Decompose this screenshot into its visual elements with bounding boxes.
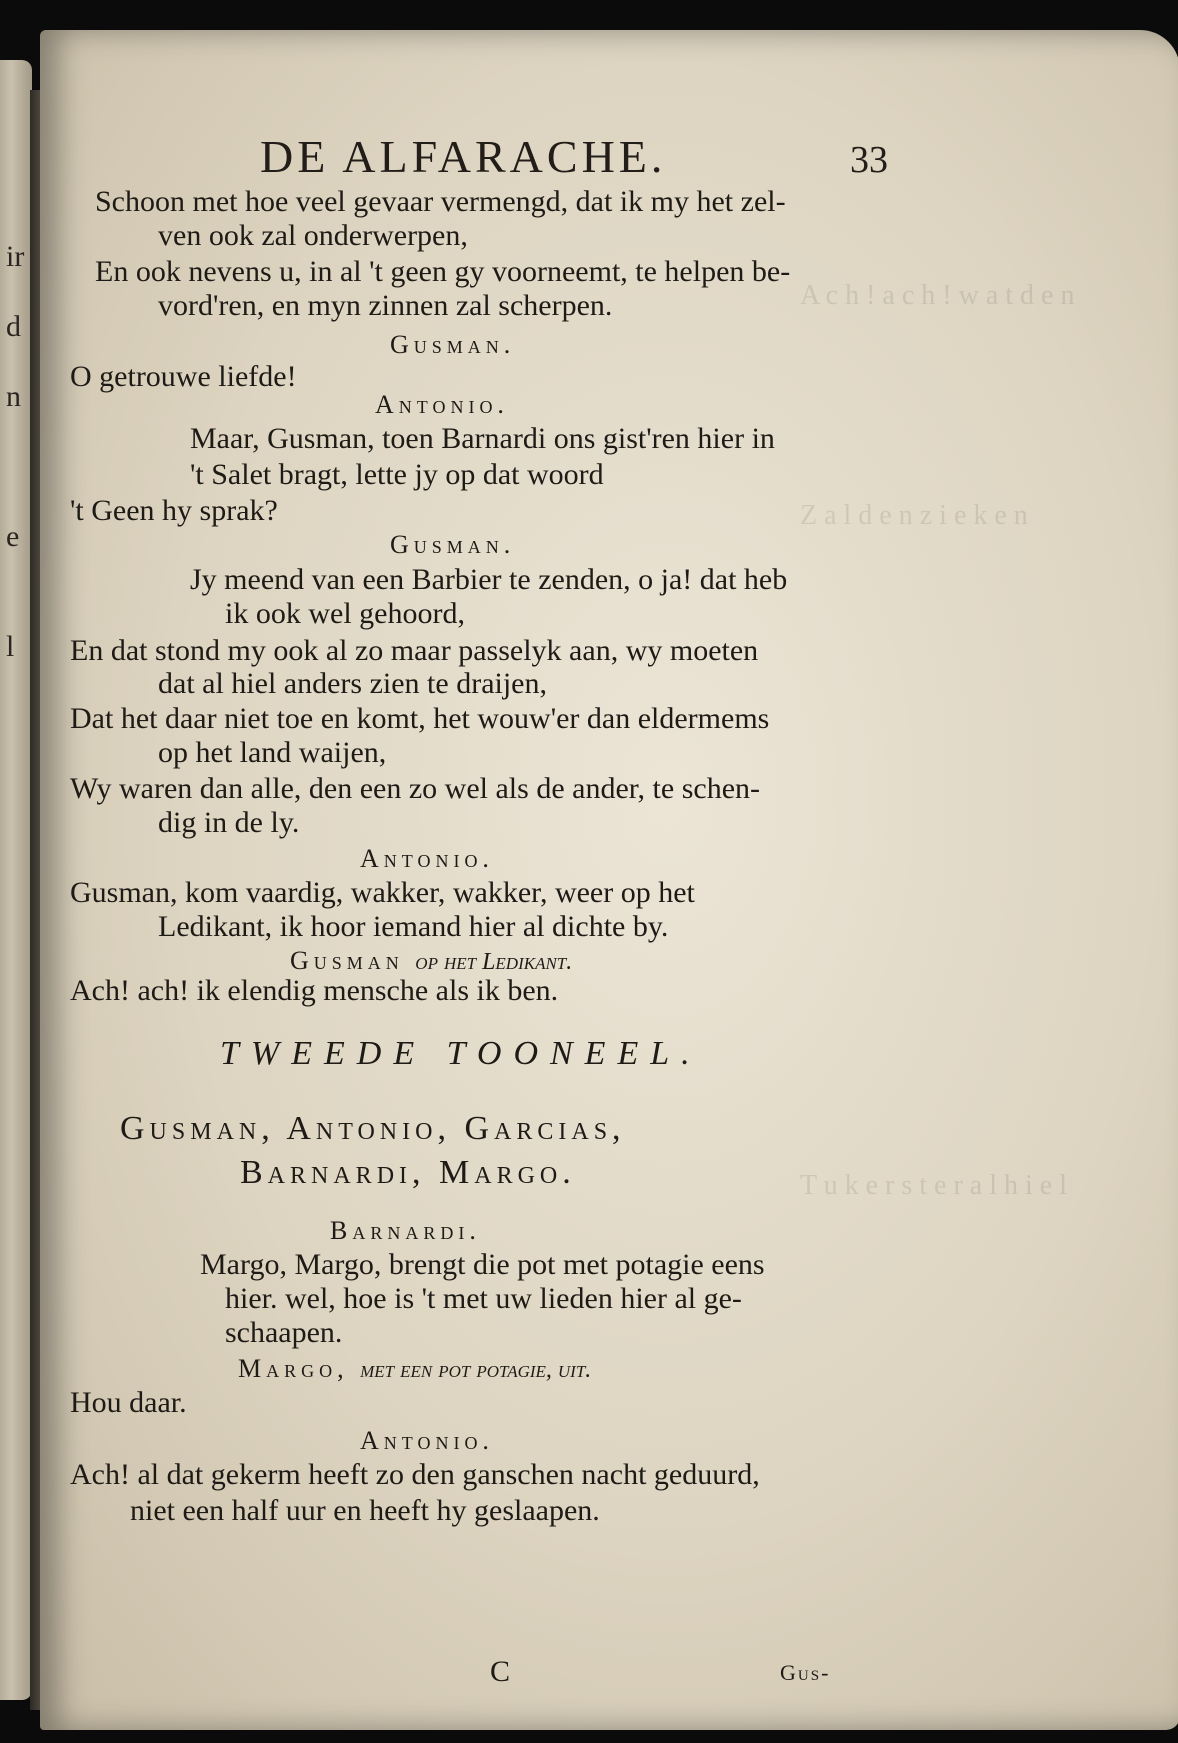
left-page-fragment: n (6, 380, 21, 413)
scene-cast: Barnardi, Margo. (240, 1154, 576, 1191)
left-page-fragment: l (6, 630, 15, 663)
verse-line: Dat het daar niet toe en komt, het wouw'er dan eldermems (70, 702, 770, 735)
speaker-name: Antonio. (375, 390, 509, 419)
running-title: DE ALFARACHE. (260, 131, 667, 182)
direction-text: op het Ledikant. (415, 949, 573, 975)
verse-line: ik ook wel gehoord, (225, 597, 465, 630)
verse-line: schaapen. (225, 1316, 343, 1349)
page-content (60, 30, 1140, 1730)
catchword: Gus- (780, 1660, 831, 1685)
left-page-fragment: e (6, 520, 20, 553)
signature-mark: C (490, 1655, 511, 1688)
verse-line: dig in de ly. (158, 806, 300, 839)
scene-title: TWEEDE TOONEEL. (220, 1035, 702, 1072)
verse-line: vord'ren, en myn zinnen zal scherpen. (158, 289, 613, 322)
verse-line: En ook nevens u, in al 't geen gy voorneemt, te helpen be- (95, 255, 791, 288)
verse-line: Ach! ach! ik elendig mensche als ik ben. (70, 974, 559, 1007)
stage-direction (290, 946, 572, 976)
verse-line: Schoon met hoe veel gevaar vermengd, dat ik my het zel- (95, 185, 786, 218)
verse-line: 't Salet bragt, lette jy op dat woord (190, 458, 604, 491)
verse-line: 't Geen hy sprak? (70, 494, 278, 527)
speaker-name: Gusman. (390, 530, 516, 559)
speaker-name: Gusman. (390, 330, 516, 359)
speaker-name: Antonio. (360, 844, 494, 873)
speaker-name: Antonio. (360, 1426, 494, 1455)
scene-cast: Gusman, Antonio, Garcias, (120, 1110, 626, 1147)
verse-line: En dat stond my ook al zo maar passelyk aan, wy moeten (70, 634, 759, 667)
verse-line: ven ook zal onderwerpen, (158, 219, 468, 252)
speaker-name: Margo, (238, 1354, 349, 1383)
verse-line: Jy meend van een Barbier te zenden, o ja! dat heb (190, 563, 788, 596)
speaker-name: Gusman (290, 946, 404, 975)
direction-text: met een pot potagie, uit. (360, 1357, 592, 1383)
book-page: A c h ! a c h ! w a t d e n Z a l d e n z i e k e n T u k e r s t e r a l h i e l DE ALFARACHE. 33 Schoon met hoe veel gevaar vermengd, dat ik my het zel- ven ook zal onderwerpen, En ook nevens u, in al 't geen gy voorneemt, te helpen be- vord'ren, en myn zinnen zal scherpen. Gusman. O getrouwe liefde! Antonio. Maar, Gusman, toen Barnardi ons gist'ren hier in 't Salet bragt, lette jy op dat woord 't Geen hy sprak? Gusman. Jy meend van een Barbier te zenden, o ja! dat heb ik ook wel gehoord, En dat stond my ook al zo maar passelyk aan, wy moeten dat al hiel anders zien te draijen, Dat het daar niet toe en komt, het wouw'er dan eldermems op het land waijen, Wy waren dan alle, den een zo wel als de ander, te schen- dig in de ly. Antonio. Gusman, kom vaardig, wakker, wakker, weer op het Ledikant, ik hoor iemand hier al dichte by. Gusman op het Ledikant. Ach! ach! ik elendig mensche als ik ben. TWEEDE TOONEEL. Gusman, Antonio, Garcias, Barnardi, Margo. Barnardi. Margo, Margo, brengt die pot met potagie eens hier. wel, hoe is 't met uw lieden hier al ge- schaapen. Margo, met een pot potagie, uit. Hou daar. Antonio. Ach! al dat gekerm heeft zo den ganschen nacht geduurd, niet een half uur en heeft hy geslaapen. C Gus- (40, 30, 1178, 1730)
verse-line: Ledikant, ik hoor iemand hier al dichte by. (158, 910, 669, 943)
verse-line: hier. wel, hoe is 't met uw lieden hier al ge- (225, 1282, 742, 1315)
verse-line: Gusman, kom vaardig, wakker, wakker, weer op het (70, 876, 695, 909)
adjacent-page-edge (0, 60, 32, 1700)
verse-line: op het land waijen, (158, 736, 387, 769)
verse-line: Maar, Gusman, toen Barnardi ons gist'ren hier in (190, 422, 775, 455)
stage-direction (238, 1354, 591, 1384)
verse-line: Margo, Margo, brengt die pot met potagie eens (200, 1248, 765, 1281)
page-number: 33 (850, 139, 888, 181)
left-page-fragment: ir (6, 240, 25, 273)
verse-line: O getrouwe liefde! (70, 360, 297, 393)
speaker-name: Barnardi. (330, 1216, 481, 1245)
verse-line: niet een half uur en heeft hy geslaapen. (130, 1494, 600, 1527)
running-head (60, 130, 1140, 190)
verse-line: dat al hiel anders zien te draijen, (158, 667, 547, 700)
verse-line: Ach! al dat gekerm heeft zo den ganschen nacht geduurd, (70, 1458, 760, 1491)
verse-line: Hou daar. (70, 1386, 187, 1419)
verse-line: Wy waren dan alle, den een zo wel als de ander, te schen- (70, 772, 760, 805)
left-page-fragment: d (6, 310, 21, 343)
